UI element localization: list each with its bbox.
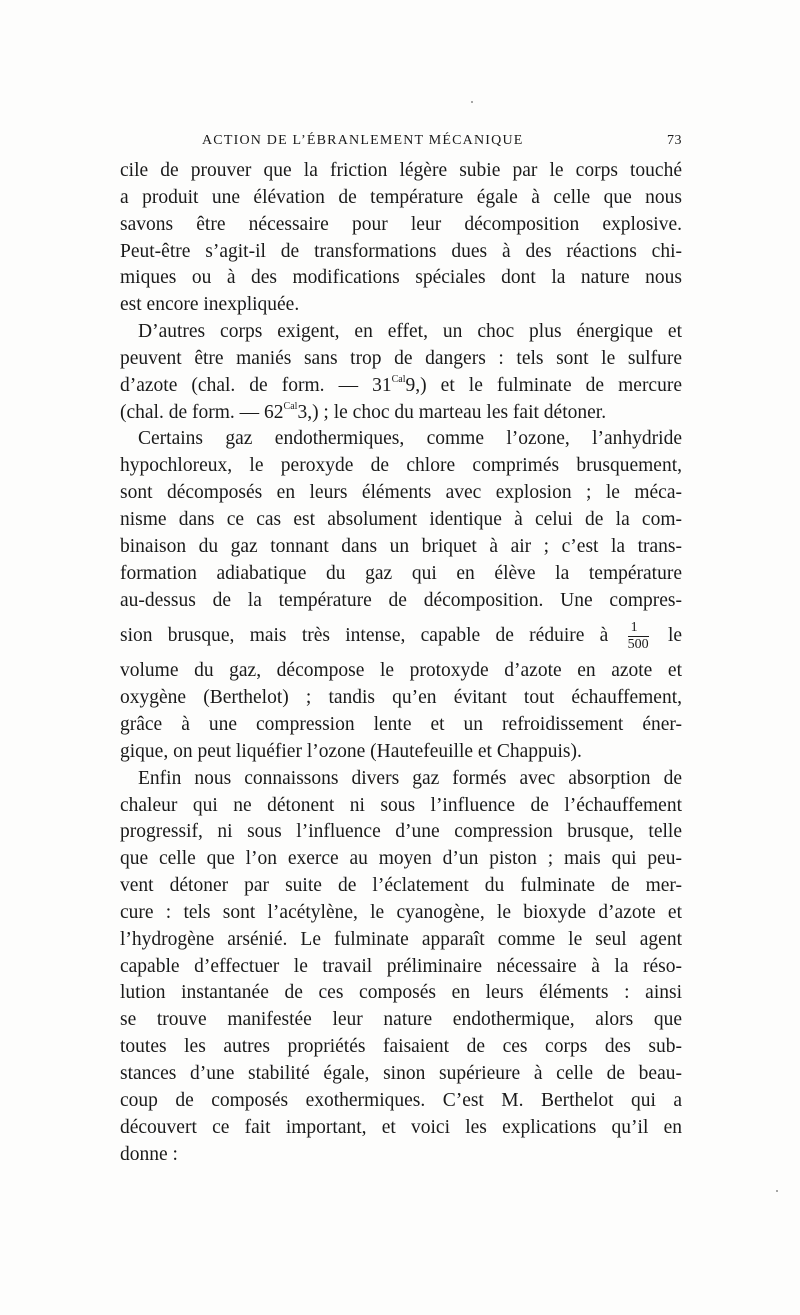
text-line: cile de prouver que la friction légère subie par le corps touché	[120, 160, 682, 181]
text-line: Certains gaz endothermiques, comme l’ozone, l’anhydride	[138, 428, 682, 450]
text-line: hypochloreux, le peroxyde de chlore comprimés brusquement,	[120, 455, 682, 477]
text-fragment: 3,) ; le choc du marteau les fait détoner.	[297, 401, 607, 423]
text-fragment: sion brusque, mais très intense, capable de réduire à	[120, 625, 609, 647]
text-fragment: d’azote (chal. de form. — 31	[120, 374, 392, 396]
text-line: oxygène (Berthelot) ; tandis qu’en évitant tout échauffement,	[120, 687, 682, 709]
text-line: chaleur qui ne détonent ni sous l’influence de l’échauffement	[120, 794, 682, 816]
text-line: savons être nécessaire pour leur décomposition explosive.	[120, 213, 682, 235]
text-line: lution instantanée de ces composés en leurs éléments : ainsi	[120, 982, 682, 1004]
fraction	[628, 621, 649, 652]
text-line: au-dessus de la température de décomposition. Une compres-	[120, 589, 682, 611]
text-line: l’hydrogène arsénié. Le fulminate apparaît comme le seul agent	[120, 928, 682, 950]
text-line: découvert ce fait important, et voici les explications qu’il en	[120, 1116, 682, 1138]
text-line: vent détoner par suite de l’éclatement du fulminate de mer-	[120, 875, 682, 897]
body-text	[120, 158, 682, 1168]
text-line: est encore inexpliquée.	[120, 294, 300, 316]
fraction-numerator: 1	[628, 621, 649, 637]
calorie-superscript: Cal	[391, 373, 406, 385]
text-line: formation adiabatique du gaz qui en élève la température	[120, 562, 682, 584]
text-line: donne :	[120, 1143, 178, 1165]
calorie-superscript: Cal	[283, 400, 298, 412]
text-fragment: le	[667, 625, 683, 647]
text-line: nisme dans ce cas est absolument identique à celui de la com-	[120, 508, 682, 530]
text-line: miques ou à des modifications spéciales dont la nature nous	[120, 267, 682, 289]
text-line: Enfin nous connaissons divers gaz formés avec absorption de	[138, 767, 682, 789]
text-line: gique, on peut liquéfier l’ozone (Hautefeuille et Chappuis).	[120, 740, 582, 762]
paragraph-1	[120, 158, 682, 319]
text-line	[120, 400, 682, 427]
paragraph-4	[120, 766, 682, 1169]
text-line: progressif, ni sous l’influence d’une compression brusque, telle	[120, 821, 682, 843]
text-line: a produit une élévation de température égale à celle que nous	[120, 186, 682, 208]
text-line: Peut-être s’agit-il de transformations dues à des réactions chi-	[120, 240, 682, 262]
text-line: stances d’une stabilité égale, sinon supérieure à celle de beau-	[120, 1063, 682, 1084]
fraction-denominator: 500	[627, 637, 649, 653]
text-line: binaison du gaz tonnant dans un briquet à air ; c’est la trans-	[120, 535, 682, 557]
text-fragment: 9,) et le fulminate de mercure	[405, 374, 682, 396]
text-line: cure : tels sont l’acétylène, le cyanogène, le bioxyde d’azote et	[120, 901, 682, 923]
text-line: peuvent être maniés sans trop de dangers : tels sont le sulfure	[120, 347, 682, 369]
text-line: D’autres corps exigent, en effet, un choc plus énergique et	[138, 321, 682, 343]
page-header	[120, 133, 682, 155]
text-line: que celle que l’on exerce au moyen d’un piston ; mais qui peu-	[120, 848, 682, 870]
page-number: 73	[667, 133, 682, 148]
text-line: capable d’effectuer le travail préliminaire nécessaire à la réso-	[120, 955, 682, 977]
text-line: se trouve manifestée leur nature endothermique, alors que	[120, 1009, 682, 1031]
text-line: toutes les autres propriétés faisaient de ces corps des sub-	[120, 1036, 682, 1058]
text-line: coup de composés exothermiques. C’est M. Berthelot qui a	[120, 1089, 682, 1111]
paragraph-3	[120, 426, 682, 765]
text-line: sont décomposés en leurs éléments avec explosion ; le méca-	[120, 482, 682, 504]
text-line: grâce à une compression lente et un refroidissement éner-	[120, 714, 682, 736]
text-line: volume du gaz, décompose le protoxyde d’azote en azote et	[120, 660, 682, 682]
text-line	[120, 614, 682, 658]
text-fragment: (chal. de form. — 62	[120, 401, 284, 423]
running-head: ACTION DE L’ÉBRANLEMENT MÉCANIQUE	[202, 133, 524, 148]
paper-speck	[471, 101, 473, 103]
text-line	[120, 373, 682, 400]
paper-speck	[776, 1190, 778, 1192]
paragraph-2	[120, 319, 682, 426]
